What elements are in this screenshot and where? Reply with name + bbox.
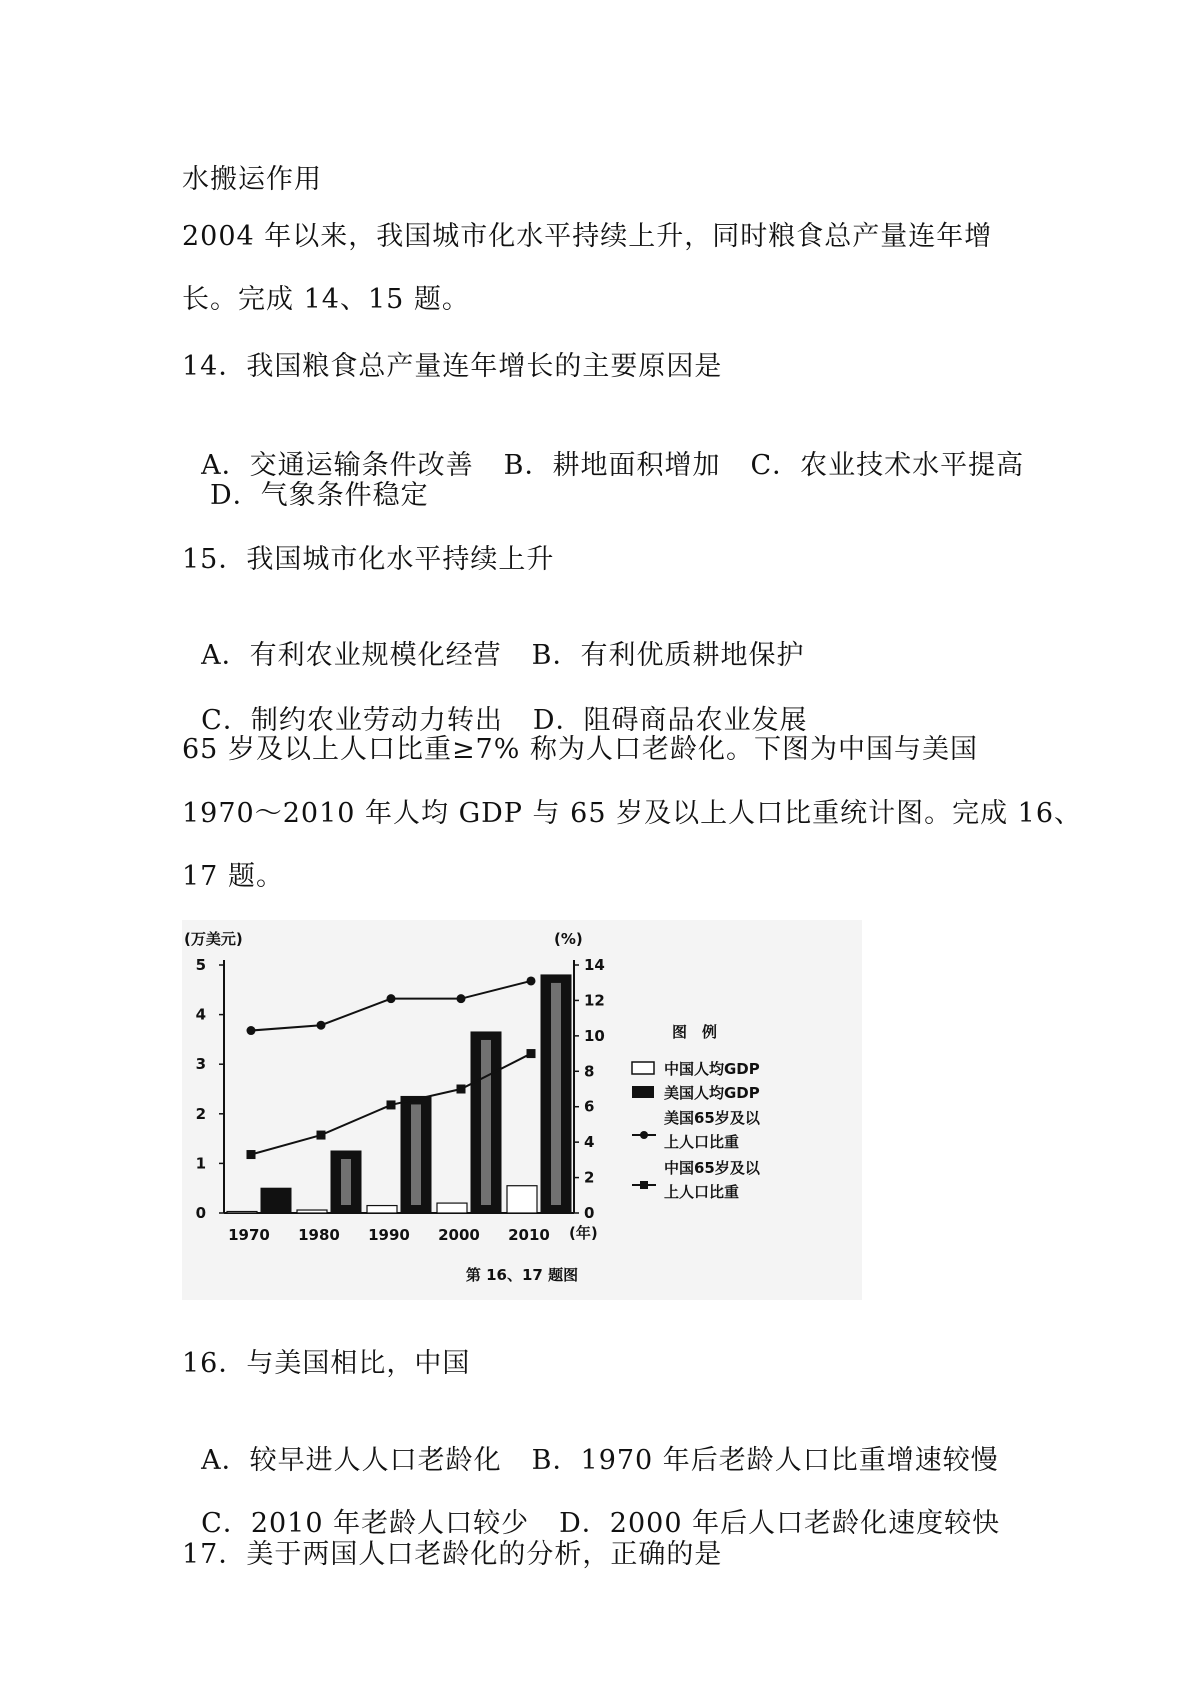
question-16-options-row2 <box>182 1473 1000 1541</box>
right-tick-label: 10 <box>584 1026 605 1045</box>
left-tick-label: 0 <box>195 1204 206 1222</box>
question-16-options-row1 <box>182 1410 999 1478</box>
bar-usa-gdp <box>261 1188 291 1213</box>
right-tick-label: 14 <box>584 956 605 974</box>
right-tick-label: 4 <box>584 1133 595 1152</box>
legend-label-china-elderly-2: 上人口比重 <box>664 1183 740 1201</box>
option-15b: B．有利优质耕地保护 <box>531 640 805 671</box>
x-tick-label: 1990 <box>368 1226 410 1244</box>
question-17: 17．美于两国人口老龄化的分析，正确的是 <box>182 1539 723 1570</box>
option-15c: C．制约农业劳动力转出 <box>201 705 503 736</box>
option-16d: D．2000 年后人口老龄化速度较快 <box>559 1508 1001 1539</box>
right-tick-label: 0 <box>584 1204 595 1222</box>
option-14c: C．农业技术水平提高 <box>750 450 1025 481</box>
text-line-1: 水搬运作用 <box>182 164 322 195</box>
option-14b: B．耕地面积增加 <box>503 450 721 481</box>
bar-usa-gdp-texture <box>481 1040 491 1205</box>
usa-elderly-ratio-point <box>317 1021 326 1030</box>
x-tick-label: 2000 <box>438 1226 480 1244</box>
right-tick-label: 8 <box>584 1062 595 1081</box>
legend-label-usa-elderly-2: 上人口比重 <box>664 1133 740 1151</box>
question-14: 14．我国粮食总产量连年增长的主要原因是 <box>182 351 723 382</box>
option-14d: D．气象条件稳定 <box>210 480 429 511</box>
option-15a: A．有利农业规模化经营 <box>201 640 502 671</box>
legend-label-china-gdp: 中国人均GDP <box>664 1060 760 1078</box>
usa-elderly-ratio-point <box>247 1026 256 1035</box>
bar-usa-gdp-texture <box>411 1104 421 1205</box>
china-elderly-ratio-point <box>317 1131 326 1140</box>
bar-china-gdp <box>367 1206 397 1213</box>
question-16: 16．与美国相比，中国 <box>182 1348 471 1379</box>
option-16b: B．1970 年后老龄人口比重增速较慢 <box>531 1445 999 1476</box>
legend-label-usa-elderly-1: 美国65岁及以 <box>664 1109 760 1127</box>
legend-marker-china-elderly <box>640 1181 648 1189</box>
legend-label-china-elderly-1: 中国65岁及以 <box>664 1159 760 1177</box>
usa-elderly-ratio-line <box>251 981 531 1031</box>
option-14a: A．交通运输条件改善 <box>201 450 474 481</box>
usa-elderly-ratio-point <box>527 976 536 985</box>
china-elderly-ratio-point <box>247 1150 256 1159</box>
left-tick-label: 2 <box>195 1104 206 1123</box>
china-elderly-ratio-point <box>527 1049 536 1058</box>
right-tick-label: 2 <box>584 1168 595 1187</box>
legend-swatch-china-gdp <box>632 1062 654 1074</box>
bar-usa-gdp-texture <box>341 1159 351 1205</box>
left-tick-label: 3 <box>195 1055 206 1074</box>
left-unit-label: (万美元) <box>184 930 243 948</box>
left-tick-label: 4 <box>195 1005 206 1024</box>
right-unit-label: (%) <box>554 930 583 948</box>
left-tick-label: 1 <box>195 1154 206 1173</box>
chart-figure <box>182 920 862 1300</box>
usa-elderly-ratio-point <box>457 994 466 1003</box>
question-14-options-row1 <box>182 415 1024 483</box>
right-tick-label: 6 <box>584 1097 595 1116</box>
bar-china-gdp <box>297 1210 327 1213</box>
intro-line-2: 1970～2010 年人均 GDP 与 65 岁及以上人口比重统计图。完成 16、 <box>182 798 1083 829</box>
bar-china-gdp <box>227 1212 257 1213</box>
question-15-options-row2 <box>182 670 808 738</box>
right-tick-label: 12 <box>584 991 605 1010</box>
china-elderly-ratio-point <box>387 1100 396 1109</box>
bar-china-gdp <box>437 1203 467 1213</box>
intro-line-1: 65 岁及以上人口比重≥7% 称为人口老龄化。下图为中国与美国 <box>182 734 978 765</box>
x-tick-label: 2010 <box>508 1226 550 1244</box>
bar-usa-gdp-texture <box>551 983 561 1205</box>
china-elderly-ratio-point <box>457 1085 466 1094</box>
usa-elderly-ratio-point <box>387 994 396 1003</box>
option-15d: D．阻碍商品农业发展 <box>532 705 808 736</box>
left-tick-label: 5 <box>195 956 206 974</box>
legend-swatch-usa-gdp <box>632 1086 654 1098</box>
question-15: 15．我国城市化水平持续上升 <box>182 544 555 575</box>
x-tick-label: 1970 <box>228 1226 270 1244</box>
legend-title: 图 例 <box>672 1023 718 1041</box>
option-16a: A．较早进人人口老龄化 <box>201 1445 502 1476</box>
chart-caption: 第 16、17 题图 <box>465 1266 579 1284</box>
x-unit-label: (年) <box>569 1224 598 1242</box>
legend-marker-usa-elderly <box>640 1131 648 1139</box>
text-line-2: 2004 年以来，我国城市化水平持续上升，同时粮食总产量连年增 <box>182 221 993 252</box>
x-tick-label: 1980 <box>298 1226 340 1244</box>
chart-svg <box>182 920 862 1300</box>
legend-label-usa-gdp: 美国人均GDP <box>664 1084 760 1102</box>
text-line-3: 长。完成 14、15 题。 <box>182 284 470 315</box>
intro-line-3: 17 题。 <box>182 861 284 892</box>
option-16c: C．2010 年老龄人口较少 <box>201 1508 530 1539</box>
bar-china-gdp <box>507 1186 537 1213</box>
question-15-options-row1 <box>182 605 805 673</box>
